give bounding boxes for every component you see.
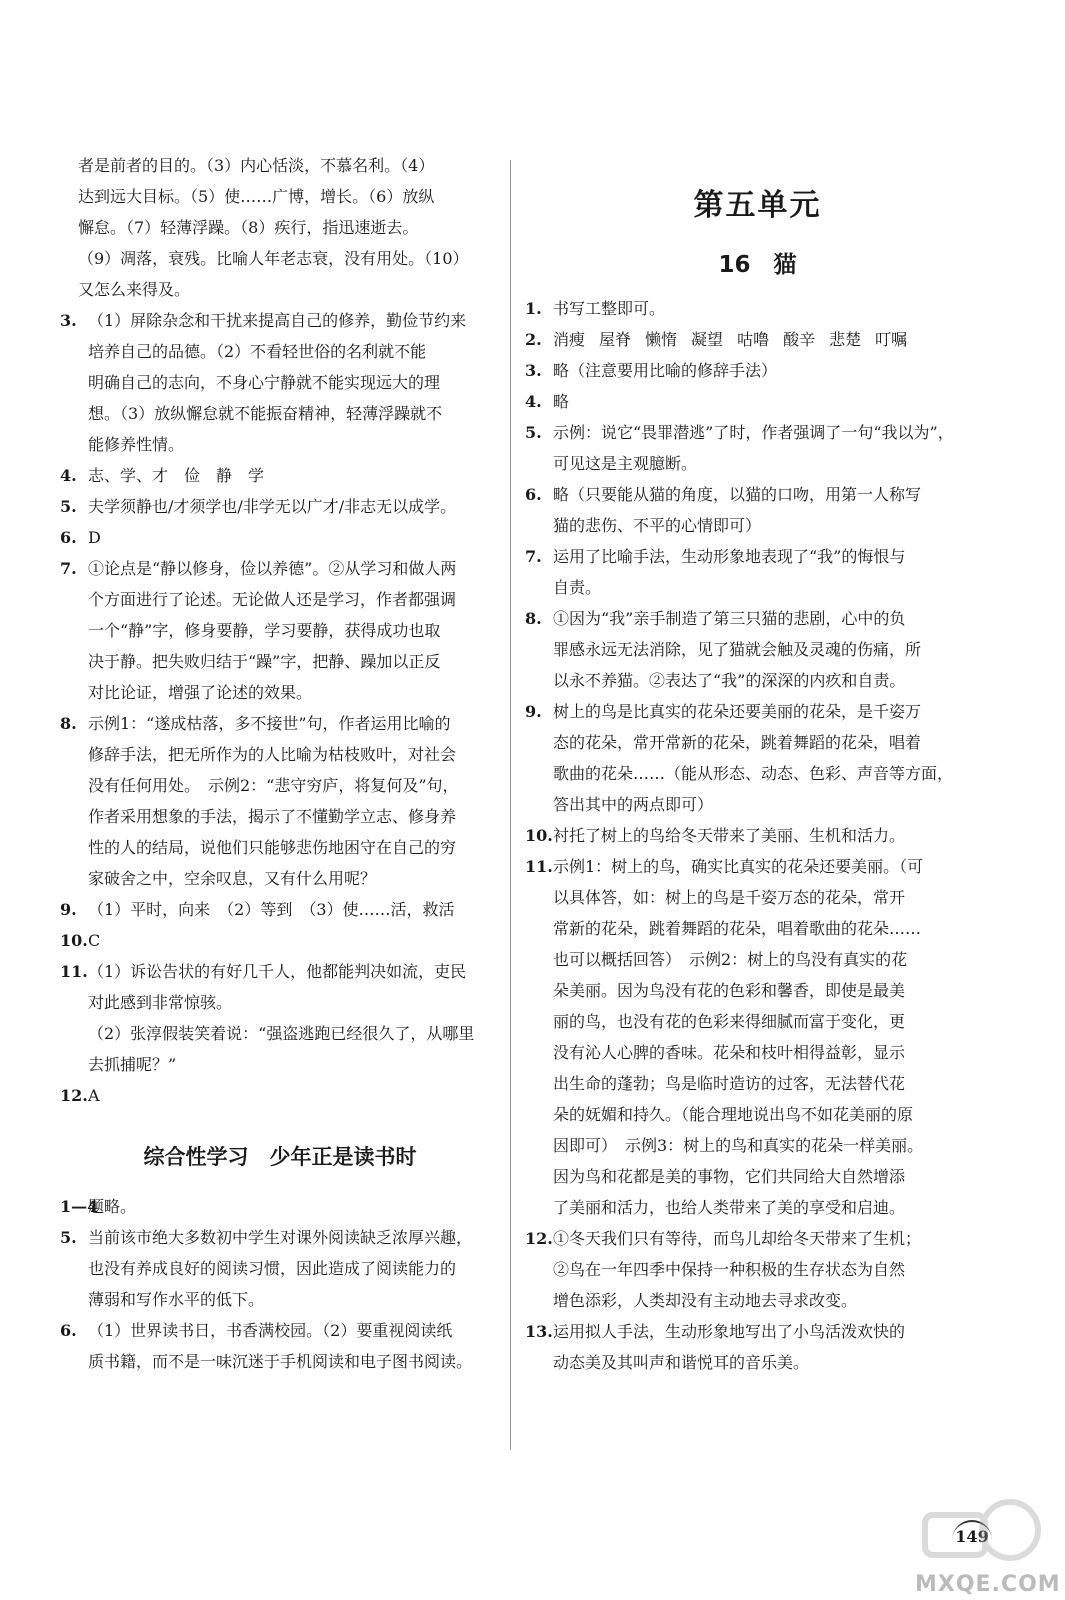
- answer-line: 朵的妩媚和持久。（能合理地说出鸟不如花美丽的原: [553, 1105, 914, 1124]
- left-item: [60, 1080, 500, 1111]
- right-item: [525, 386, 990, 417]
- item-number: 5.: [525, 423, 542, 442]
- answer-line: 出生命的蓬勃；鸟是临时造访的过客，无法替代花: [553, 1074, 906, 1093]
- answer-line: 运用拟人手法，生动形象地写出了小鸟活泼欢快的: [553, 1322, 906, 1341]
- answer-line: 以具体答，如：树上的鸟是千姿万态的花朵，常开: [553, 888, 906, 907]
- answer-line: ①因为“我”亲手制造了第三只猫的悲剧，心中的负: [553, 609, 906, 628]
- word: 酸辛: [783, 330, 816, 349]
- item-number: 11.: [525, 857, 553, 876]
- answer-line: 明确自己的志向，不身心宁静就不能实现远大的理: [88, 373, 441, 392]
- item-number: 9.: [60, 900, 77, 919]
- item-number: 11.: [60, 962, 88, 981]
- unit-title: 第五单元: [693, 188, 822, 223]
- answer-line: 示例1：“遂成枯落，多不接世”句，作者运用比喻的: [88, 714, 451, 733]
- item-number: 5.: [60, 497, 77, 516]
- answer-line: （2）张淳假装笑着说：“强盗逃跑已经很久了，从哪里: [88, 1024, 475, 1043]
- item-number: 2.: [525, 330, 542, 349]
- answer-line: 质书籍，而不是一味沉迷于手机阅读和电子图书阅读。: [88, 1352, 473, 1371]
- answer-line: 示例1：树上的鸟，确实比真实的花朵还要美丽。（可: [553, 857, 924, 876]
- left-column: [60, 150, 500, 1377]
- right-item: [525, 355, 990, 386]
- item-number: 5.: [60, 1228, 77, 1247]
- answer-line: （1）平时，向来 （2）等到 （3）使……活，救活: [88, 900, 455, 919]
- answer-line: 略（只要能从猫的角度，以猫的口吻，用第一人称写: [553, 485, 922, 504]
- right-item: [525, 1223, 990, 1316]
- answer-line: 答出其中的两点即可）: [553, 795, 714, 814]
- answer-line: 对比论证，增强了论述的效果。: [88, 683, 313, 702]
- answer-line: 个方面进行了论述。无论做人还是学习，作者都强调: [88, 590, 457, 609]
- answer-line: 志、学、才 俭 静 学: [88, 466, 265, 485]
- answer-line: 也没有养成良好的阅读习惯，因此造成了阅读能力的: [88, 1259, 457, 1278]
- left-item: [60, 491, 500, 522]
- section-item: [60, 1315, 500, 1377]
- answer-line: （9）凋落，衰残。比喻人年老志衰，没有用处。（10）: [78, 249, 469, 268]
- answer-line: 没有沁人心脾的香味。花朵和枝叶相得益彰，显示: [553, 1043, 906, 1062]
- answer-line: 性的人的结局，说他们只能够悲伤地困守在自己的穷: [88, 838, 457, 857]
- answer-line: 懈怠。（7）轻薄浮躁。（8）疾行，指迅速逝去。: [78, 218, 419, 237]
- item-number: 8.: [60, 714, 77, 733]
- item-number: 12.: [525, 1229, 553, 1248]
- answer-line: 常新的花朵，跳着舞蹈的花朵，唱着歌曲的花朵……: [553, 919, 922, 938]
- section-item: [60, 1222, 500, 1315]
- answer-line: 丽的鸟，也没有花的色彩来得细腻而富于变化，更: [553, 1012, 906, 1031]
- item-number: 12.: [60, 1086, 88, 1105]
- answer-line: 增色添彩，人类却没有主动地去寻求改变。: [553, 1291, 858, 1310]
- answer-line: D: [88, 528, 101, 547]
- answer-line: ①冬天我们只有等待，而鸟儿却给冬天带来了生机；: [553, 1229, 922, 1248]
- answer-line: 家破舍之中，空余叹息，又有什么用呢？: [88, 869, 377, 888]
- answer-line: 运用了比喻手法，生动形象地表现了“我”的悔恨与: [553, 547, 906, 566]
- item-number: 10.: [60, 931, 88, 950]
- item-number: 1.: [525, 299, 542, 318]
- right-column: [525, 150, 990, 1378]
- answer-line: 因为鸟和花都是美的事物，它们共同给大自然增添: [553, 1167, 906, 1186]
- item-number: 6.: [60, 528, 77, 547]
- answer-line: 可见这是主观臆断。: [553, 454, 698, 473]
- continued-answer: [60, 150, 500, 305]
- left-item: [60, 956, 500, 1080]
- answer-line: 歌曲的花朵……（能从形态、动态、色彩、声音等方面，: [553, 764, 954, 783]
- answer-line: 略: [553, 392, 570, 411]
- right-item: [525, 479, 990, 541]
- right-item: [525, 541, 990, 603]
- answer-line: （1）诉讼告状的有好几千人，他都能判决如流，吏民: [88, 962, 467, 981]
- left-item: [60, 894, 500, 925]
- item-number: 4.: [525, 392, 542, 411]
- answer-line: 一个“静”字，修身要静，学习要静，获得成功也取: [88, 621, 441, 640]
- right-item: [525, 324, 990, 355]
- answer-line: 能修养性情。: [88, 435, 185, 454]
- word: 凝望: [691, 330, 724, 349]
- left-item: [60, 553, 500, 708]
- answer-line: 题略。: [88, 1197, 137, 1216]
- item-number: 7.: [60, 559, 77, 578]
- answer-line: 衬托了树上的鸟给冬天带来了美丽、生机和活力。: [553, 826, 906, 845]
- item-number: 9.: [525, 702, 542, 721]
- section-title: 综合性学习 少年正是读书时: [143, 1145, 417, 1169]
- item-number: 3.: [60, 311, 77, 330]
- word: 懒惰: [645, 330, 678, 349]
- answer-line: 又怎么来得及。: [78, 280, 191, 299]
- answer-line: 朵美丽。因为鸟没有花的色彩和馨香，即使是最美: [553, 981, 906, 1000]
- item-number: 7.: [525, 547, 542, 566]
- word: 屋脊: [599, 330, 632, 349]
- answer-line: 猫的悲伤、不平的心情即可）: [553, 516, 762, 535]
- page-number: 149: [952, 1520, 992, 1550]
- left-item: [60, 708, 500, 894]
- word-list: [553, 324, 990, 355]
- answer-line: 以永不养猫。②表达了“我”的深深的内疚和自责。: [553, 671, 906, 690]
- item-number: 10.: [525, 826, 553, 845]
- answer-line: C: [88, 931, 101, 950]
- right-item: [525, 696, 990, 820]
- answer-line: 示例：说它“畏罪潜逃”了时，作者强调了一句“我以为”，: [553, 423, 954, 442]
- left-item: [60, 460, 500, 491]
- answer-line: ①论点是“静以修身，俭以养德”。②从学习和做人两: [88, 559, 457, 578]
- answer-line: 薄弱和写作水平的低下。: [88, 1290, 265, 1309]
- answer-line: 动态美及其叫声和谐悦耳的音乐美。: [553, 1353, 810, 1372]
- item-number: 6.: [60, 1321, 77, 1340]
- left-item: [60, 522, 500, 553]
- answer-line: 略（注意要用比喻的修辞手法）: [553, 361, 778, 380]
- watermark-text: MXQE.COM: [915, 1572, 1061, 1597]
- answer-line: 培养自己的品德。（2）不看轻世俗的名利就不能: [88, 342, 427, 361]
- answer-line: 去抓捕呢？”: [88, 1055, 177, 1074]
- answer-line: （1）世界读书日，书香满校园。（2）要重视阅读纸: [88, 1321, 453, 1340]
- item-number: 4.: [60, 466, 77, 485]
- word: 叮嘱: [875, 330, 908, 349]
- answer-line: 夫学须静也/才须学也/非学无以广才/非志无以成学。: [88, 497, 457, 516]
- answer-line: 达到远大目标。（5）使……广博，增长。（6）放纵: [78, 187, 435, 206]
- section-item: [60, 1191, 500, 1222]
- answer-line: A: [88, 1086, 100, 1105]
- answer-line: 也可以概括回答） 示例2：树上的鸟没有真实的花: [553, 950, 908, 969]
- answer-line: 因即可） 示例3：树上的鸟和真实的花朵一样美丽。: [553, 1136, 924, 1155]
- item-number: 6.: [525, 485, 542, 504]
- answer-line: 了美丽和活力，也给人类带来了美的享受和启迪。: [553, 1198, 906, 1217]
- item-number: 8.: [525, 609, 542, 628]
- answer-line: 决于静。把失败归结于“躁”字，把静、躁加以正反: [88, 652, 441, 671]
- answer-line: 想。（3）放纵懈怠就不能振奋精神，轻薄浮躁就不: [88, 404, 443, 423]
- right-item: [525, 293, 990, 324]
- lesson-title: 16 猫: [718, 252, 797, 278]
- right-item: [525, 820, 990, 851]
- answer-line: 树上的鸟是比真实的花朵还要美丽的花朵，是千姿万: [553, 702, 922, 721]
- word: 悲楚: [829, 330, 862, 349]
- answer-line: 书写工整即可。: [553, 299, 666, 318]
- answer-line: 态的花朵，常开常新的花朵，跳着舞蹈的花朵，唱着: [553, 733, 922, 752]
- item-number: 1—4: [60, 1197, 99, 1216]
- column-divider: [510, 160, 511, 1450]
- answer-line: （1）屏除杂念和干扰来提高自己的修养，勤俭节约来: [88, 311, 467, 330]
- left-item: [60, 925, 500, 956]
- word: 咕噜: [737, 330, 770, 349]
- answer-line: ②鸟在一年四季中保持一种积极的生存状态为自然: [553, 1260, 906, 1279]
- answer-line: 没有任何用处。 示例2：“悲守穷庐，将复何及”句，: [88, 776, 459, 795]
- right-item: [525, 1316, 990, 1378]
- answer-line: 罪感永远无法消除，见了猫就会触及灵魂的伤痛，所: [553, 640, 922, 659]
- item-number: 3.: [525, 361, 542, 380]
- answer-line: 自责。: [553, 578, 602, 597]
- right-item: [525, 417, 990, 479]
- answer-line: 修辞手法，把无所作为的人比喻为枯枝败叶，对社会: [88, 745, 457, 764]
- item-number: 13.: [525, 1322, 553, 1341]
- left-item: [60, 305, 500, 460]
- answer-line: 当前该市绝大多数初中学生对课外阅读缺乏浓厚兴趣，: [88, 1228, 473, 1247]
- answer-line: 作者采用想象的手法，揭示了不懂勤学立志、修身养: [88, 807, 457, 826]
- word: 消瘦: [553, 330, 586, 349]
- right-item: [525, 603, 990, 696]
- answer-line: 者是前者的目的。（3）内心恬淡，不慕名利。（4）: [78, 156, 435, 175]
- right-item: [525, 851, 990, 1223]
- answer-line: 对此感到非常惊骇。: [88, 993, 233, 1012]
